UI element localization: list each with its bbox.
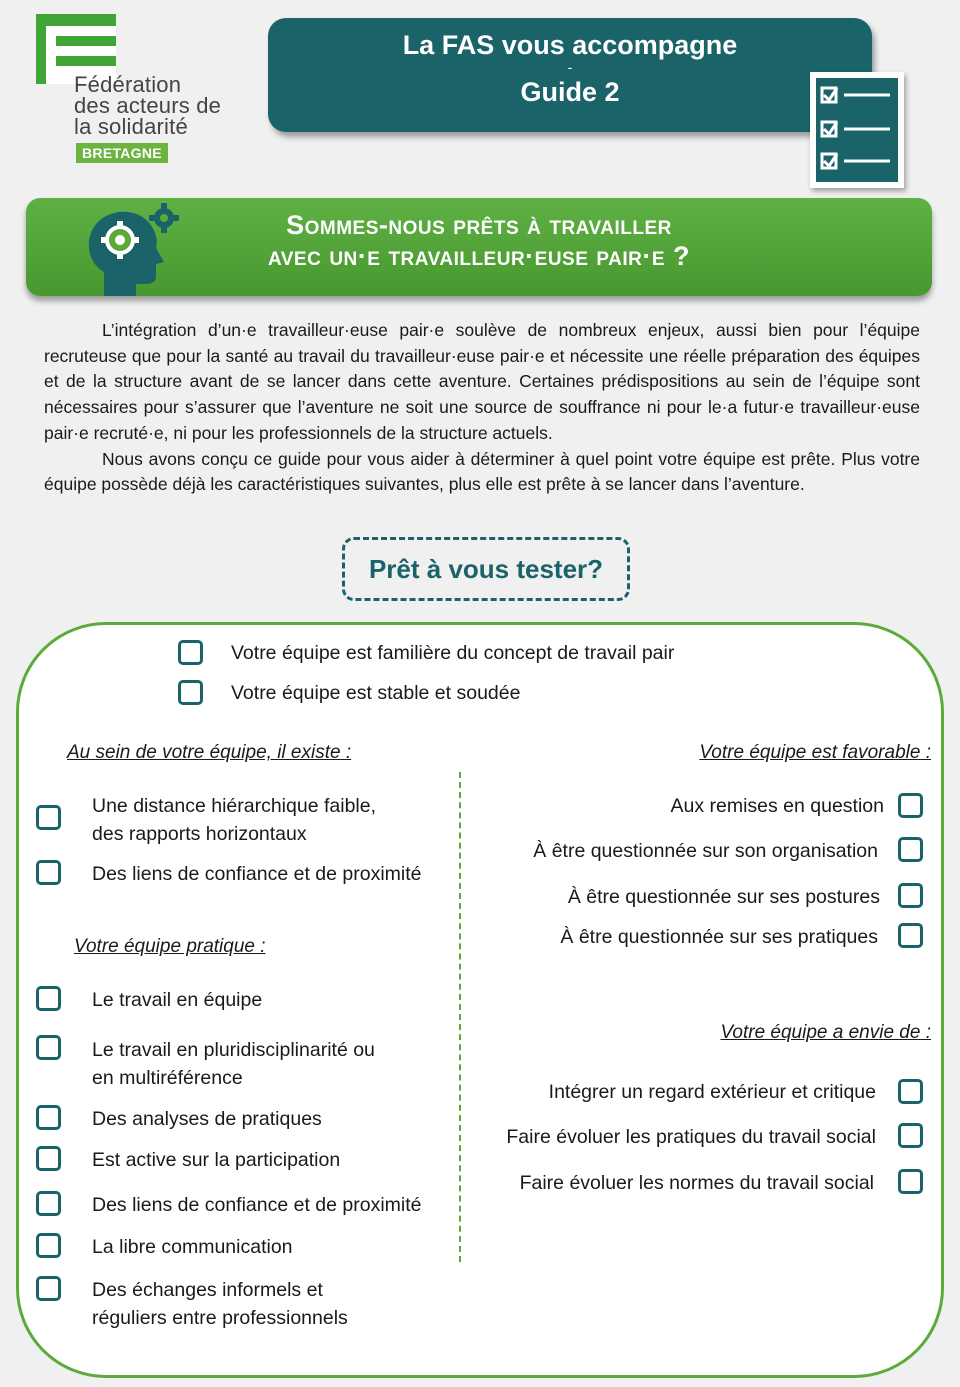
section-title-team-wants: Votre équipe a envie de : [720, 1022, 931, 1043]
item-pluridisciplinarity [92, 1036, 375, 1092]
fas-logo [34, 12, 264, 172]
test-badge: Prêt à vous tester? [342, 537, 630, 601]
item-stable-team: Votre équipe est stable et soudée [231, 682, 521, 704]
item-informal-exchanges [92, 1276, 348, 1332]
item-informal-exchanges-line-2: réguliers entre professionnels [92, 1307, 348, 1329]
intro-paragraph-1: L’intégration d’un·e travailleur·euse pair·e soulève de nombreux enjeux, aussi bien pour l’équipe recruteuse que pour la santé au travail du travailleur·euse pair·e et nécessite une réelle préparation des équipes et de la structure avant de se lancer dans cette aventure. Certaines prédispositions au sein de l’équipe sont nécessaires pour s’assurer que l’aventure ne soit une source de souffrance ni pour le·a futur·e travailleur·euse pair·e recruté·e, ni pour les professionnels de la structure actuels. [44, 320, 920, 443]
header-subtitle: Guide 2 [520, 77, 620, 107]
column-divider [459, 772, 461, 1262]
checkbox-trust-links[interactable] [36, 860, 61, 885]
checkbox-evolve-practices[interactable] [898, 1123, 923, 1148]
item-pluridisciplinarity-line-1: Le travail en pluridisciplinarité ou [92, 1039, 375, 1061]
checkbox-familiar-concept[interactable] [178, 640, 203, 665]
intro-paragraph-2: Nous avons conçu ce guide pour vous aider à déterminer à quel point votre équipe est prête. Plus votre équipe possède déjà les caractéristiques suivantes, plus elle est prête à se lancer dans l’aventure. [44, 448, 920, 495]
logo-region-badge: BRETAGNE [76, 143, 168, 163]
checkbox-external-view[interactable] [898, 1079, 923, 1104]
item-teamwork: Le travail en équipe [92, 989, 263, 1011]
checklist-icon [810, 72, 904, 188]
section-title-team-practice: Votre équipe pratique : [74, 936, 266, 957]
item-postures: À être questionnée sur ses postures [567, 886, 880, 908]
intro-text [44, 318, 920, 498]
item-trust-links-2: Des liens de confiance et de proximité [92, 1194, 422, 1216]
checkbox-teamwork[interactable] [36, 986, 61, 1011]
checkbox-practices[interactable] [898, 923, 923, 948]
item-practices: À être questionnée sur ses pratiques [560, 926, 878, 948]
checkbox-hierarchy[interactable] [36, 805, 61, 830]
checkbox-free-communication[interactable] [36, 1233, 61, 1258]
item-hierarchy-line-2: des rapports horizontaux [92, 823, 307, 845]
item-trust-links: Des liens de confiance et de proximité [92, 863, 422, 885]
checkbox-trust-links-2[interactable] [36, 1191, 61, 1216]
logo-text [74, 74, 221, 137]
item-hierarchy-line-1: Une distance hiérarchique faible, [92, 795, 377, 817]
banner-title-line-2: avec un·e travailleur·euse pair·e ? [267, 241, 691, 271]
item-practice-analysis: Des analyses de pratiques [92, 1108, 322, 1130]
checkbox-stable-team[interactable] [178, 680, 203, 705]
checkbox-practice-analysis[interactable] [36, 1105, 61, 1130]
banner-title-line-1: Sommes-nous prêts à travailler [286, 210, 672, 240]
section-title-team-existing: Au sein de votre équipe, il existe : [67, 742, 352, 763]
logo-line-3: la solidarité [74, 114, 188, 139]
item-evolve-norms: Faire évoluer les normes du travail social [519, 1172, 874, 1194]
section-title-team-favorable: Votre équipe est favorable : [699, 742, 931, 763]
checkbox-participation[interactable] [36, 1146, 61, 1171]
logo-line-2: des acteurs de [74, 93, 222, 118]
header-separator: - [567, 59, 573, 75]
checkbox-organisation[interactable] [898, 837, 923, 862]
item-hierarchy [92, 792, 376, 848]
item-informal-exchanges-line-1: Des échanges informels et [92, 1279, 323, 1301]
checkbox-postures[interactable] [898, 883, 923, 908]
item-organisation: À être questionnée sur son organisation [533, 840, 878, 862]
checkbox-questioning[interactable] [898, 793, 923, 818]
item-external-view: Intégrer un regard extérieur et critique [548, 1081, 876, 1103]
item-familiar-concept: Votre équipe est familière du concept de travail pair [231, 642, 675, 664]
checkbox-informal-exchanges[interactable] [36, 1276, 61, 1301]
item-pluridisciplinarity-line-2: en multiréférence [92, 1067, 243, 1089]
checkbox-pluridisciplinarity[interactable] [36, 1035, 61, 1060]
checkbox-evolve-norms[interactable] [898, 1169, 923, 1194]
logo-line-1: Fédération [74, 72, 182, 97]
head-gears-icon [80, 200, 188, 300]
item-questioning: Aux remises en question [670, 795, 884, 817]
item-participation: Est active sur la participation [92, 1149, 341, 1171]
header-title: La FAS vous accompagne [402, 30, 738, 60]
item-evolve-practices: Faire évoluer les pratiques du travail social [506, 1126, 876, 1148]
item-free-communication: La libre communication [92, 1236, 293, 1258]
header-banner [268, 18, 872, 132]
